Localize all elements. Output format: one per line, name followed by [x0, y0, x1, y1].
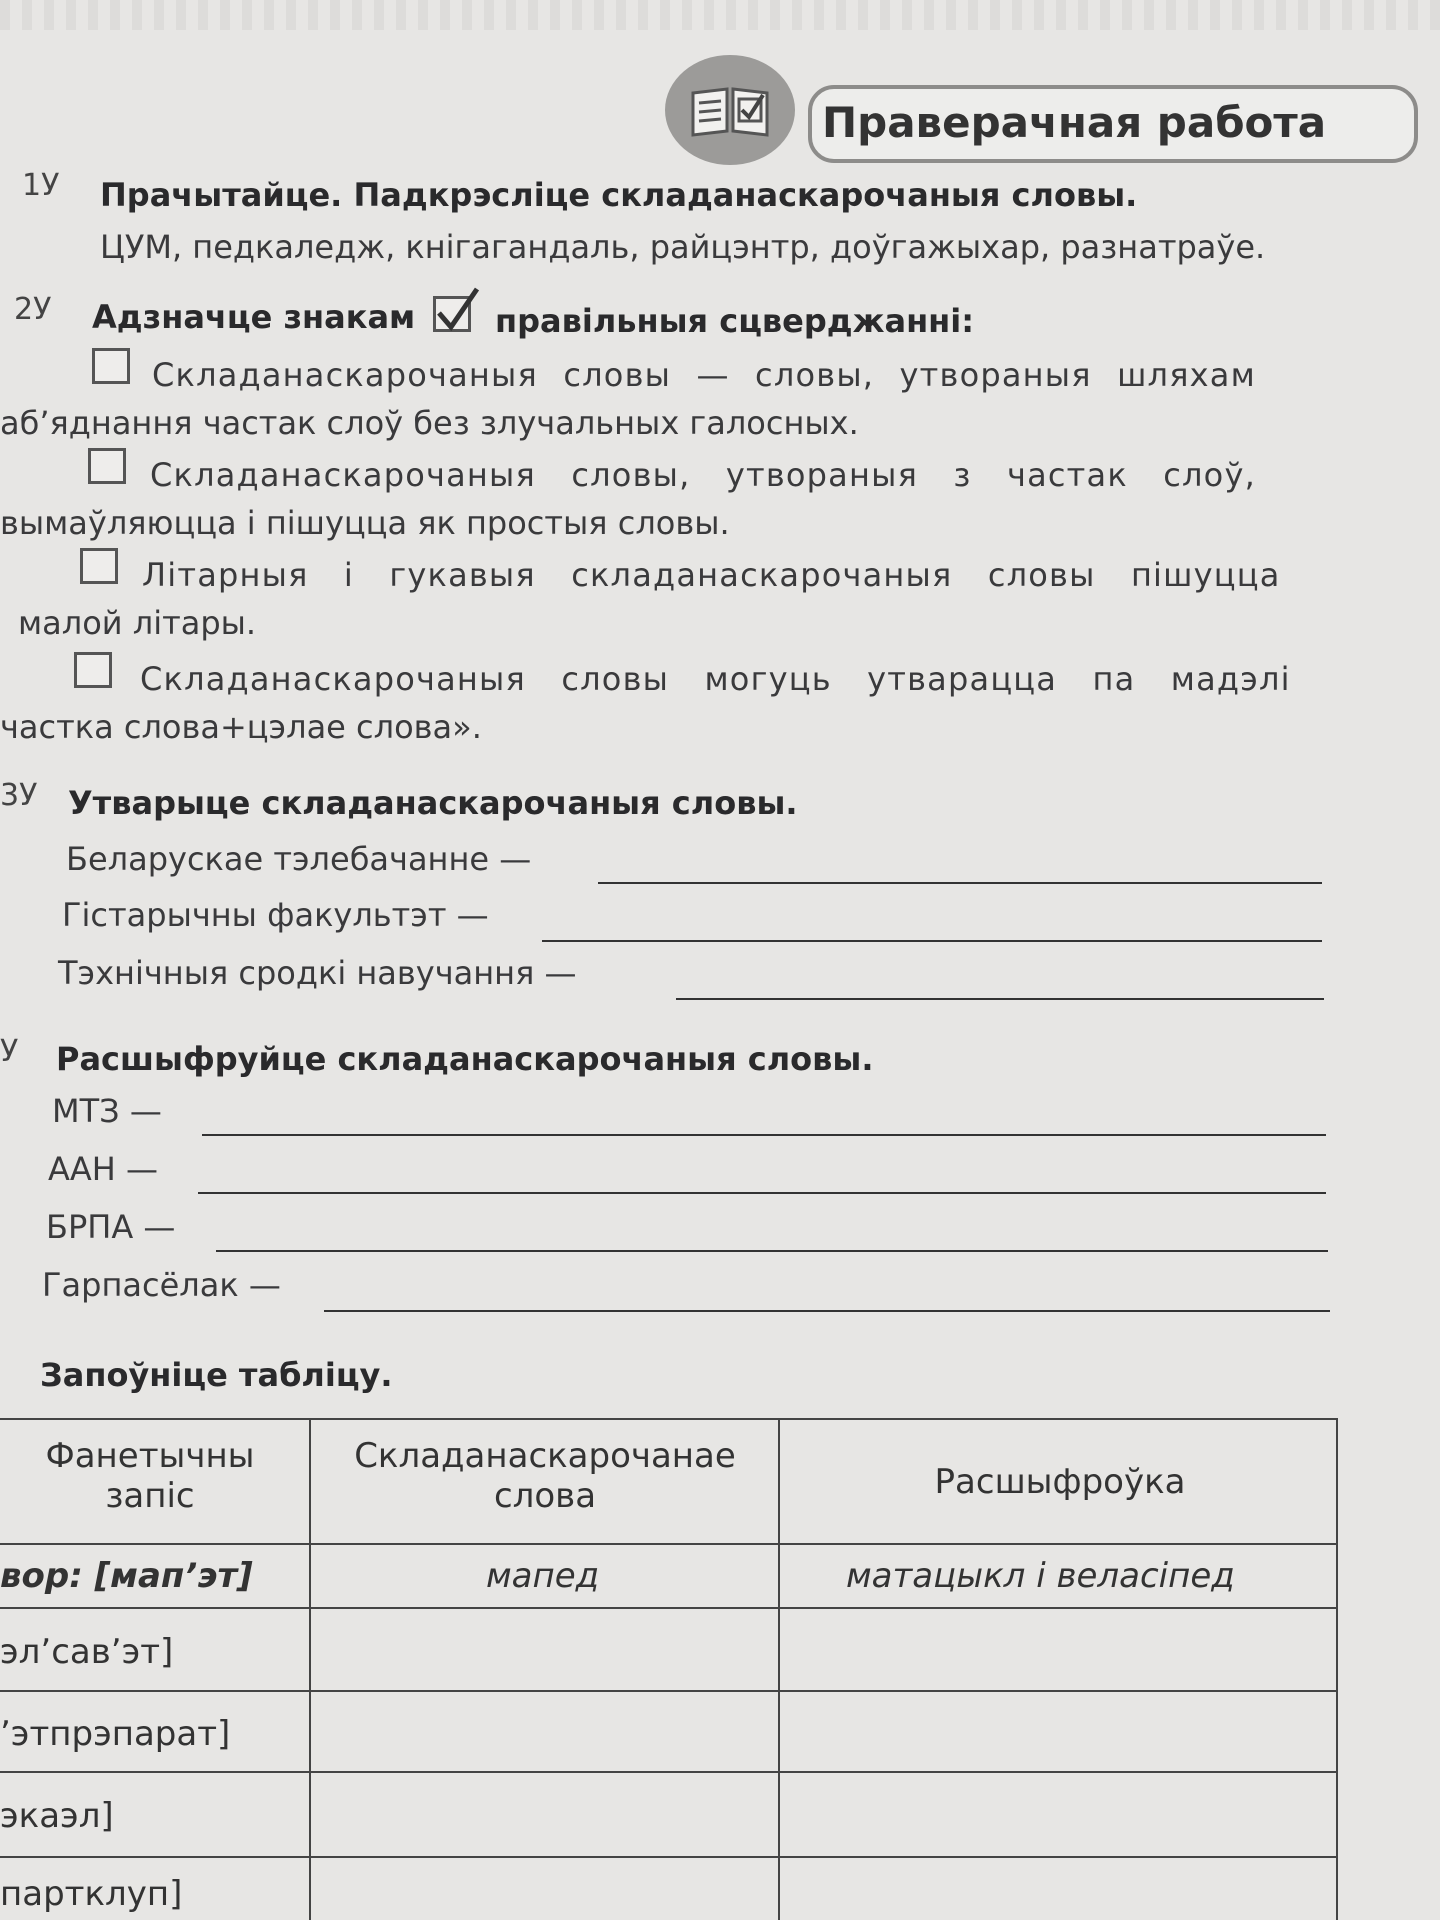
table-header-phonetic: Фанетычны запіс: [45, 1436, 255, 1516]
table-row-divider: [0, 1607, 1338, 1609]
table-header-word: Складанаскарочанае слова: [354, 1436, 736, 1516]
table-header-divider: [0, 1543, 1338, 1545]
task2-instruction-b: правільныя сцверджанні:: [495, 302, 975, 340]
table-column-divider: [778, 1418, 780, 1920]
statement-3-line1: Літарныя і гукавыя складанаскарочаныя словы пішуцца: [142, 556, 1281, 594]
page-title: Праверачная работа: [822, 98, 1327, 147]
table-border-top: [0, 1418, 1338, 1420]
task4-number: У: [0, 1034, 19, 1069]
table-border-right: [1336, 1418, 1338, 1920]
answer-line-6[interactable]: [216, 1250, 1328, 1252]
task2-instruction-a: Адзначце знакам: [92, 298, 416, 336]
book-check-icon: [665, 55, 795, 165]
checkmark-icon: [433, 285, 483, 335]
task5-instruction: Запоўніце табліцу.: [40, 1356, 393, 1394]
statement-checkbox-1[interactable]: [92, 348, 130, 384]
answer-line-7[interactable]: [324, 1310, 1330, 1312]
task4-instruction: Расшыфруйце складанаскарочаныя словы.: [56, 1040, 874, 1078]
statement-1-line1: Складанаскарочаныя словы — словы, утвораныя шляхам: [152, 356, 1256, 394]
table-row-3-phonetic: экаэл]: [0, 1796, 114, 1836]
task3-item-1: Беларускае тэлебачанне —: [66, 840, 532, 878]
answer-line-1[interactable]: [598, 882, 1322, 884]
example-decoding: матацыкл і веласіпед: [846, 1556, 1235, 1596]
statement-1-line2: аб’яднання частак слоў без злучальных галосных.: [0, 404, 859, 442]
statement-3-line2: малой літары.: [18, 604, 257, 642]
table-cell-input[interactable]: [781, 1610, 1334, 1688]
task4-item-2: ААН —: [48, 1150, 159, 1188]
task2-number: 2У: [14, 292, 52, 327]
table-cell-input[interactable]: [312, 1774, 776, 1854]
statement-checkbox-4[interactable]: [74, 652, 112, 688]
table-cell-input[interactable]: [781, 1774, 1334, 1854]
statement-2-line2: вымаўляюцца і пішуцца як простыя словы.: [0, 504, 730, 542]
task3-item-3: Тэхнічныя сродкі навучання —: [58, 954, 577, 992]
statement-4-line1: Складанаскарочаныя словы могуць утварацца па мадэлі: [140, 660, 1291, 698]
table-cell-input[interactable]: [781, 1693, 1334, 1769]
answer-line-3[interactable]: [676, 998, 1324, 1000]
table-row-2-phonetic: ’этпрэпарат]: [0, 1714, 231, 1754]
table-column-divider: [309, 1418, 311, 1920]
table-cell-input[interactable]: [312, 1693, 776, 1769]
task4-item-4: Гарпасёлак —: [42, 1266, 281, 1304]
example-word: мапед: [486, 1556, 600, 1596]
example-phonetic-text: вор: [мап’эт]: [0, 1556, 253, 1596]
task1-words: ЦУМ, педкаледж, кнігагандаль, райцэнтр, доўгажыхар, разнатраўе.: [100, 228, 1266, 266]
answer-line-2[interactable]: [542, 940, 1322, 942]
task3-item-2: Гістарычны факультэт —: [62, 896, 489, 934]
table-cell-input[interactable]: [312, 1610, 776, 1688]
table-row-divider: [0, 1771, 1338, 1773]
statement-checkbox-3[interactable]: [80, 548, 118, 584]
table-header-decoding: Расшыфроўка: [934, 1462, 1186, 1502]
answer-line-4[interactable]: [202, 1134, 1326, 1136]
table-row-divider: [0, 1690, 1338, 1692]
example-checkbox: [433, 296, 471, 332]
task1-number: 1У: [22, 168, 60, 203]
statement-2-line1: Складанаскарочаныя словы, утвораныя з частак слоў,: [150, 456, 1256, 494]
statement-4-line2: частка слова+цэлае слова».: [0, 708, 482, 746]
table-row-1-phonetic: эл’сав’эт]: [0, 1632, 174, 1672]
table-cell-input[interactable]: [781, 1859, 1334, 1919]
task1-instruction: Прачытайце. Падкрэсліце складанаскарочаныя словы.: [100, 176, 1138, 214]
table-cell-input[interactable]: [312, 1859, 776, 1919]
answer-line-5[interactable]: [198, 1192, 1326, 1194]
task4-item-3: БРПА —: [46, 1208, 176, 1246]
example-phonetic: [0, 1556, 253, 1596]
task3-number: 3У: [0, 778, 38, 813]
task4-item-1: МТЗ —: [52, 1092, 162, 1130]
table-row-divider: [0, 1856, 1338, 1858]
top-ornament: [0, 0, 1440, 30]
task3-instruction: Утварыце складанаскарочаныя словы.: [68, 784, 798, 822]
table-row-4-phonetic: партклуп]: [0, 1874, 183, 1914]
statement-checkbox-2[interactable]: [88, 448, 126, 484]
